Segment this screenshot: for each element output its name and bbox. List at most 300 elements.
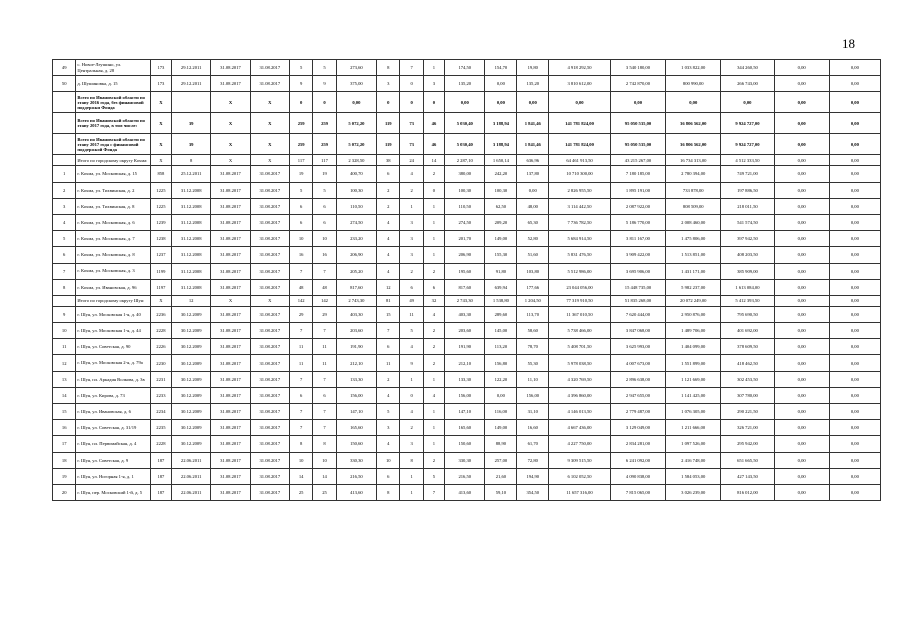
table-cell: 1 bbox=[400, 484, 423, 500]
table-cell: 22.06.2011 bbox=[172, 468, 211, 484]
table-cell: 113,70 bbox=[517, 306, 549, 322]
table-cell: 3 188,94 bbox=[485, 113, 517, 134]
address-cell: с. Новое-Леушино, ул. Центральная, д. 28 bbox=[76, 60, 150, 76]
table-cell: 1 141 425,00 bbox=[666, 387, 721, 403]
table-cell: 4 bbox=[423, 387, 444, 403]
address-cell: г. Кохма, ул. Тихвинская, д. 8 bbox=[76, 198, 150, 214]
table-cell: X bbox=[150, 295, 171, 306]
table-cell: 22.06.2011 bbox=[172, 484, 211, 500]
table-cell: 1 895 191,00 bbox=[610, 182, 665, 198]
table-cell: 18 bbox=[53, 452, 76, 468]
table-cell: 11 367 010,50 bbox=[549, 306, 611, 322]
table-cell: 9 bbox=[53, 306, 76, 322]
table-cell: 31.08.2017 bbox=[250, 166, 289, 182]
table-cell: 30.12.2009 bbox=[172, 436, 211, 452]
table-cell: 2 bbox=[377, 198, 400, 214]
table-cell: 1 650,14 bbox=[485, 155, 517, 166]
table-cell: 1 551 899,00 bbox=[666, 355, 721, 371]
table-cell: 636,96 bbox=[517, 155, 549, 166]
table-cell: 51,60 bbox=[517, 247, 549, 263]
table-cell: 7 815 065,00 bbox=[610, 484, 665, 500]
table-cell: 0,00 bbox=[829, 231, 880, 247]
table-cell: 2 834 281,00 bbox=[610, 436, 665, 452]
table-cell: 259 bbox=[313, 113, 336, 134]
table-cell: 1239 bbox=[150, 214, 171, 230]
table-cell: 149,00 bbox=[485, 420, 517, 436]
table-cell: 31.08.2017 bbox=[211, 198, 250, 214]
table-cell: 187 bbox=[150, 468, 171, 484]
table-cell: 0,00 bbox=[829, 198, 880, 214]
table-cell: 59,10 bbox=[485, 484, 517, 500]
table-cell: 31.08.2017 bbox=[211, 339, 250, 355]
table-cell: 307 780,00 bbox=[721, 387, 774, 403]
table-cell: 2 008 460,00 bbox=[666, 214, 721, 230]
table-cell: 0,00 bbox=[774, 92, 829, 113]
table-cell: 0,00 bbox=[485, 92, 517, 113]
table-cell: 2228 bbox=[150, 323, 171, 339]
table-row bbox=[53, 231, 881, 247]
table-cell: 403,30 bbox=[445, 306, 485, 322]
table-cell: 9 bbox=[289, 76, 312, 92]
table-cell: 651 665,50 bbox=[721, 452, 774, 468]
table-cell: 31.08.2017 bbox=[250, 355, 289, 371]
table-cell: 0,00 bbox=[829, 279, 880, 295]
row-label-cell: Всего по Ивановской области по этапу 2016 года, без финансовой поддержки Фонда bbox=[76, 92, 150, 113]
table-cell: 1 841,46 bbox=[517, 113, 549, 134]
table-cell: 30.12.2009 bbox=[172, 387, 211, 403]
table-cell: 800 990,00 bbox=[666, 76, 721, 92]
table-cell: 6 bbox=[289, 214, 312, 230]
table-row bbox=[53, 182, 881, 198]
summary-row bbox=[53, 134, 881, 155]
table-cell: 29 bbox=[313, 306, 336, 322]
table-cell: 11,10 bbox=[517, 371, 549, 387]
table-cell: 259 bbox=[289, 134, 312, 155]
table-cell: 19 bbox=[289, 166, 312, 182]
table-cell: 4 227 750,00 bbox=[549, 436, 611, 452]
table-cell: 122,20 bbox=[485, 371, 517, 387]
table-cell: 1199 bbox=[150, 263, 171, 279]
table-cell: 0,00 bbox=[829, 355, 880, 371]
table-cell: 20 bbox=[53, 484, 76, 500]
table-cell: 2235 bbox=[150, 420, 171, 436]
table-cell: 326 721,00 bbox=[721, 420, 774, 436]
table-cell: 8 bbox=[377, 60, 400, 76]
table-cell: 6 bbox=[400, 279, 423, 295]
table-cell: 4 667 436,00 bbox=[549, 420, 611, 436]
table-cell: 4 bbox=[377, 214, 400, 230]
table-cell: 242,20 bbox=[485, 166, 517, 182]
table-cell: 2 bbox=[423, 452, 444, 468]
table-cell: 62,50 bbox=[485, 198, 517, 214]
table-cell: 154,70 bbox=[485, 60, 517, 76]
table-cell: 12 bbox=[172, 295, 211, 306]
table-cell: 0,00 bbox=[829, 155, 880, 166]
table-cell: 0,00 bbox=[829, 134, 880, 155]
table-cell: 20 072 249,00 bbox=[666, 295, 721, 306]
table-cell: 156,00 bbox=[336, 387, 376, 403]
table-cell: 135,20 bbox=[445, 76, 485, 92]
table-cell: 4 396 860,00 bbox=[549, 387, 611, 403]
table-cell: 31.08.2017 bbox=[211, 420, 250, 436]
table-cell: 191,90 bbox=[336, 339, 376, 355]
table-cell: 2 950 876,00 bbox=[666, 306, 721, 322]
table-cell: 3 909 422,00 bbox=[610, 247, 665, 263]
table-cell: 81 bbox=[377, 295, 400, 306]
table-cell: X bbox=[150, 113, 171, 134]
table-cell: 212,10 bbox=[445, 355, 485, 371]
table-cell: 330,30 bbox=[336, 452, 376, 468]
table-cell: 11 bbox=[377, 355, 400, 371]
table-cell: 266 743,00 bbox=[721, 76, 774, 92]
table-cell: 3 bbox=[377, 76, 400, 92]
table-cell: 7 bbox=[313, 323, 336, 339]
table-cell: 2226 bbox=[150, 339, 171, 355]
table-cell: 77 319 910,50 bbox=[549, 295, 611, 306]
table-cell: 133,30 bbox=[445, 371, 485, 387]
table-cell: 1 841,46 bbox=[517, 134, 549, 155]
table-cell: 116,00 bbox=[485, 404, 517, 420]
table-cell: 147,10 bbox=[336, 404, 376, 420]
table-cell: 197 886,50 bbox=[721, 182, 774, 198]
table-cell: 147,10 bbox=[445, 404, 485, 420]
table-cell: 0,00 bbox=[485, 387, 517, 403]
table-cell: 36 806 562,00 bbox=[666, 113, 721, 134]
table-cell: 31.08.2017 bbox=[211, 306, 250, 322]
table-cell: 7 620 444,00 bbox=[610, 306, 665, 322]
table-cell: 5 bbox=[289, 182, 312, 198]
table-cell: 233,20 bbox=[336, 231, 376, 247]
table-cell: 52,80 bbox=[517, 231, 549, 247]
table-cell: X bbox=[211, 295, 250, 306]
table-row bbox=[53, 323, 881, 339]
table-cell: 1 bbox=[423, 214, 444, 230]
table-cell: 73 bbox=[400, 113, 423, 134]
table-cell: 418 462,50 bbox=[721, 355, 774, 371]
table-cell: 259 bbox=[313, 134, 336, 155]
table-cell: 9 924 727,00 bbox=[721, 134, 774, 155]
table-cell: 31.08.2017 bbox=[250, 468, 289, 484]
housing-register-table bbox=[52, 59, 881, 501]
table-cell: 149,00 bbox=[485, 231, 517, 247]
address-cell: г. Кохма, ул. Ивановская, д. 96 bbox=[76, 279, 150, 295]
table-row bbox=[53, 263, 881, 279]
address-cell: г. Шуя, ул. Ивановская, д. 6 bbox=[76, 404, 150, 420]
table-cell: 1 bbox=[423, 247, 444, 263]
table-cell: 0,00 bbox=[666, 92, 721, 113]
table-cell: 4 146 013,50 bbox=[549, 404, 611, 420]
table-cell: 4 bbox=[377, 247, 400, 263]
table-cell: 14 bbox=[423, 155, 444, 166]
table-cell: 16 bbox=[289, 247, 312, 263]
table-row bbox=[53, 76, 881, 92]
table-cell: 31.08.2017 bbox=[211, 355, 250, 371]
address-cell: г. Кохма, ул. Московская, д. 3 bbox=[76, 263, 150, 279]
table-cell: 7 bbox=[289, 323, 312, 339]
table-cell: 216,50 bbox=[445, 468, 485, 484]
table-cell: 273,60 bbox=[336, 60, 376, 76]
table-cell: 816 012,00 bbox=[721, 484, 774, 500]
address-cell: г. Шуя, ул. Кирова, д. 73 bbox=[76, 387, 150, 403]
table-cell: 3 114 442,50 bbox=[549, 198, 611, 214]
table-cell: 0,00 bbox=[829, 468, 880, 484]
table-cell: 7 bbox=[53, 263, 76, 279]
table-cell: 1 121 669,00 bbox=[666, 371, 721, 387]
table-cell: 12 bbox=[377, 279, 400, 295]
table-cell: 2 826 955,50 bbox=[549, 182, 611, 198]
table-cell: 7 180 185,00 bbox=[610, 166, 665, 182]
table-cell: 274,50 bbox=[445, 214, 485, 230]
table-cell: 2 bbox=[400, 182, 423, 198]
table-cell: 0 bbox=[377, 92, 400, 113]
table-cell: 4 918 292,50 bbox=[549, 60, 611, 76]
table-cell: 11 bbox=[400, 306, 423, 322]
table-cell: 43 215 267,00 bbox=[610, 155, 665, 166]
table-cell: 31.08.2017 bbox=[250, 387, 289, 403]
table-cell: 31.08.2017 bbox=[250, 420, 289, 436]
table-cell: 25.12.2011 bbox=[172, 166, 211, 182]
address-cell: г. Шуя, ул. Московская 2-я, д. 79a bbox=[76, 355, 150, 371]
table-cell: 8 bbox=[313, 436, 336, 452]
table-cell: 65,30 bbox=[517, 214, 549, 230]
table-cell: 817,60 bbox=[336, 279, 376, 295]
table-cell: 31.08.2017 bbox=[250, 306, 289, 322]
table-cell: 0,00 bbox=[774, 295, 829, 306]
table-row bbox=[53, 247, 881, 263]
table-cell: 5 412 393,50 bbox=[721, 295, 774, 306]
table-cell: 55,30 bbox=[517, 355, 549, 371]
table-row bbox=[53, 355, 881, 371]
table-cell: 1 bbox=[400, 371, 423, 387]
table-cell: 5 186 770,00 bbox=[610, 214, 665, 230]
table-cell: 16 734 313,00 bbox=[666, 155, 721, 166]
table-cell: 2 742 870,00 bbox=[610, 76, 665, 92]
table-cell: 0,00 bbox=[517, 92, 549, 113]
table-cell: 218 011,50 bbox=[721, 198, 774, 214]
table-cell: 203,60 bbox=[445, 323, 485, 339]
table-cell: 100,30 bbox=[336, 182, 376, 198]
table-row bbox=[53, 387, 881, 403]
table-cell: 3 625 993,00 bbox=[610, 339, 665, 355]
table-cell: 78,70 bbox=[517, 339, 549, 355]
table-cell: 6 bbox=[377, 339, 400, 355]
table-cell: 173 bbox=[150, 60, 171, 76]
table-cell: 31.08.2017 bbox=[250, 404, 289, 420]
table-cell: 155,30 bbox=[485, 247, 517, 263]
table-cell: 0,00 bbox=[774, 155, 829, 166]
page-number: 18 bbox=[842, 36, 855, 51]
table-cell: 0,00 bbox=[829, 452, 880, 468]
table-cell: 0,00 bbox=[485, 76, 517, 92]
table-cell: 0,00 bbox=[829, 263, 880, 279]
table-cell: 48,00 bbox=[517, 198, 549, 214]
table-cell: 103,80 bbox=[517, 263, 549, 279]
table-cell: 31.08.2017 bbox=[211, 231, 250, 247]
table-cell: X bbox=[211, 134, 250, 155]
address-cell: г. Кохма, ул. Московская, д. 6 bbox=[76, 214, 150, 230]
table-cell: 5 684 914,50 bbox=[549, 231, 611, 247]
table-cell: 11 bbox=[289, 339, 312, 355]
table-cell: 6 102 052,50 bbox=[549, 468, 611, 484]
table-cell: 203,60 bbox=[336, 323, 376, 339]
table-cell: 0,00 bbox=[336, 92, 376, 113]
table-cell: 113,20 bbox=[485, 339, 517, 355]
table-cell: 7 bbox=[289, 420, 312, 436]
table-cell: 48 bbox=[289, 279, 312, 295]
table-cell: 0,00 bbox=[774, 404, 829, 420]
table-cell: 31.08.2017 bbox=[211, 263, 250, 279]
table-cell: 817,60 bbox=[445, 279, 485, 295]
table-cell: X bbox=[150, 92, 171, 113]
table-cell: 5 bbox=[423, 468, 444, 484]
table-cell: 11 bbox=[53, 339, 76, 355]
table-cell: 0,00 bbox=[774, 452, 829, 468]
table-cell: 15 bbox=[377, 306, 400, 322]
table-cell: 1 bbox=[423, 231, 444, 247]
table-cell: 1237 bbox=[150, 247, 171, 263]
table-cell: 1 bbox=[423, 371, 444, 387]
table-cell: 5 072,20 bbox=[336, 134, 376, 155]
table-cell: 1 076 305,00 bbox=[666, 404, 721, 420]
table-cell: 0,00 bbox=[774, 279, 829, 295]
table-row bbox=[53, 420, 881, 436]
table-cell: 0,00 bbox=[829, 182, 880, 198]
table-cell: 0 bbox=[423, 182, 444, 198]
table-cell: 0,00 bbox=[829, 214, 880, 230]
table-cell: 2 bbox=[423, 355, 444, 371]
table-cell: 1 bbox=[423, 420, 444, 436]
table-cell: 22.06.2011 bbox=[172, 452, 211, 468]
table-cell: 4 bbox=[377, 231, 400, 247]
table-cell: 1 204,50 bbox=[517, 295, 549, 306]
table-cell: 7 bbox=[423, 484, 444, 500]
table-cell: 733 878,00 bbox=[666, 182, 721, 198]
table-cell: 0 bbox=[400, 387, 423, 403]
table-cell: 0,00 bbox=[549, 92, 611, 113]
table-cell: 808 509,00 bbox=[666, 198, 721, 214]
table-cell: 2 743,30 bbox=[336, 295, 376, 306]
table-cell: 0 bbox=[289, 92, 312, 113]
table-cell: 295 942,00 bbox=[721, 436, 774, 452]
table-cell: 137,80 bbox=[517, 166, 549, 182]
table-row bbox=[53, 339, 881, 355]
table-cell: 1 211 666,00 bbox=[666, 420, 721, 436]
table-row bbox=[53, 468, 881, 484]
table-cell: 1 475 806,00 bbox=[666, 231, 721, 247]
table-cell: 6 bbox=[377, 166, 400, 182]
table-cell: 206,90 bbox=[336, 247, 376, 263]
address-cell: г. Кохма, ул. Московская, д. 15 bbox=[76, 166, 150, 182]
table-cell: 541 574,50 bbox=[721, 214, 774, 230]
table-cell: 5 978 038,50 bbox=[549, 355, 611, 371]
table-cell: 1 bbox=[423, 198, 444, 214]
table-cell: 15 bbox=[53, 404, 76, 420]
table-cell: 30.12.2009 bbox=[172, 323, 211, 339]
table-cell: 8 bbox=[377, 484, 400, 500]
table-cell: 8 bbox=[289, 436, 312, 452]
table-row bbox=[53, 306, 881, 322]
table-cell: 156,00 bbox=[517, 387, 549, 403]
table-cell: 0,00 bbox=[774, 436, 829, 452]
address-cell: г. Шуя, ул. Советская, д. 9 bbox=[76, 452, 150, 468]
table-cell: 0,00 bbox=[774, 484, 829, 500]
table-cell: 3 129 049,00 bbox=[610, 420, 665, 436]
table-cell: 100,30 bbox=[485, 182, 517, 198]
table-cell: 0,00 bbox=[517, 182, 549, 198]
table-cell: 2 328,50 bbox=[336, 155, 376, 166]
table-cell: X bbox=[250, 134, 289, 155]
table-cell: 5 030,40 bbox=[445, 134, 485, 155]
table-cell: 31.08.2017 bbox=[211, 166, 250, 182]
table-cell: 39 bbox=[172, 134, 211, 155]
table-cell: 3 bbox=[400, 247, 423, 263]
address-cell: г. Кохма, ул. Московская, д. 7 bbox=[76, 231, 150, 247]
table-cell: 7 bbox=[377, 323, 400, 339]
address-cell: г. Шуя, ул. Советская, д. 90 bbox=[76, 339, 150, 355]
table-cell: 0,00 bbox=[774, 182, 829, 198]
table-cell: 30.12.2009 bbox=[172, 339, 211, 355]
table-cell: 0,00 bbox=[774, 247, 829, 263]
table-cell: 397 942,50 bbox=[721, 231, 774, 247]
table-cell: 2 779 487,00 bbox=[610, 404, 665, 420]
table-cell: 39 bbox=[172, 113, 211, 134]
table-cell: 88,90 bbox=[485, 436, 517, 452]
table-cell: 10 bbox=[289, 452, 312, 468]
table-cell: 1 bbox=[400, 468, 423, 484]
table-cell: 31.12.2008 bbox=[172, 231, 211, 247]
table-cell: 201,70 bbox=[445, 231, 485, 247]
table-cell: 31.08.2017 bbox=[250, 279, 289, 295]
table-row bbox=[53, 436, 881, 452]
address-cell: г. Кохма, ул. Тихвинская, д. 2 bbox=[76, 182, 150, 198]
table-cell: 0,00 bbox=[829, 436, 880, 452]
address-cell: г. Шуя, пл. Первомайская, д. 4 bbox=[76, 436, 150, 452]
table-cell: 427 143,50 bbox=[721, 468, 774, 484]
table-cell: 274,50 bbox=[336, 214, 376, 230]
table-cell: 177,66 bbox=[517, 279, 549, 295]
table-cell: 10 bbox=[289, 231, 312, 247]
table-cell: 1 bbox=[423, 436, 444, 452]
table-cell: 1 513 851,00 bbox=[666, 247, 721, 263]
table-cell: 0,00 bbox=[774, 323, 829, 339]
table-cell: 380,00 bbox=[445, 166, 485, 182]
table-cell: 2228 bbox=[150, 436, 171, 452]
table-cell: 0,00 bbox=[829, 60, 880, 76]
address-cell: г. Шуя, ул. Московская 1-я, д. 40 bbox=[76, 306, 150, 322]
row-label-cell: Всего по Ивановской области по этапу 2017 года с финансовой поддержкой Фонда bbox=[76, 134, 150, 155]
table-cell: 749 721,00 bbox=[721, 166, 774, 182]
table-cell: 31.08.2017 bbox=[211, 387, 250, 403]
table-cell: 25 bbox=[289, 484, 312, 500]
table-cell: 150,60 bbox=[445, 436, 485, 452]
table-cell: 10 bbox=[377, 452, 400, 468]
table-cell: 15 448 735,00 bbox=[610, 279, 665, 295]
table-cell: 5 bbox=[400, 323, 423, 339]
table-cell: 8 bbox=[53, 279, 76, 295]
table-cell: 5 512 986,00 bbox=[549, 263, 611, 279]
table-cell: 19 bbox=[53, 468, 76, 484]
table-cell: 48 bbox=[313, 279, 336, 295]
table-cell: 639,94 bbox=[485, 279, 517, 295]
table-cell: 141 781 824,00 bbox=[549, 113, 611, 134]
table-cell: 1238 bbox=[150, 231, 171, 247]
table-cell: 6 bbox=[377, 468, 400, 484]
table-cell: 110,50 bbox=[445, 198, 485, 214]
table-cell: 31,10 bbox=[517, 404, 549, 420]
table-cell: 14 bbox=[313, 468, 336, 484]
table-cell: 5 bbox=[377, 404, 400, 420]
table-cell: 330,30 bbox=[445, 452, 485, 468]
